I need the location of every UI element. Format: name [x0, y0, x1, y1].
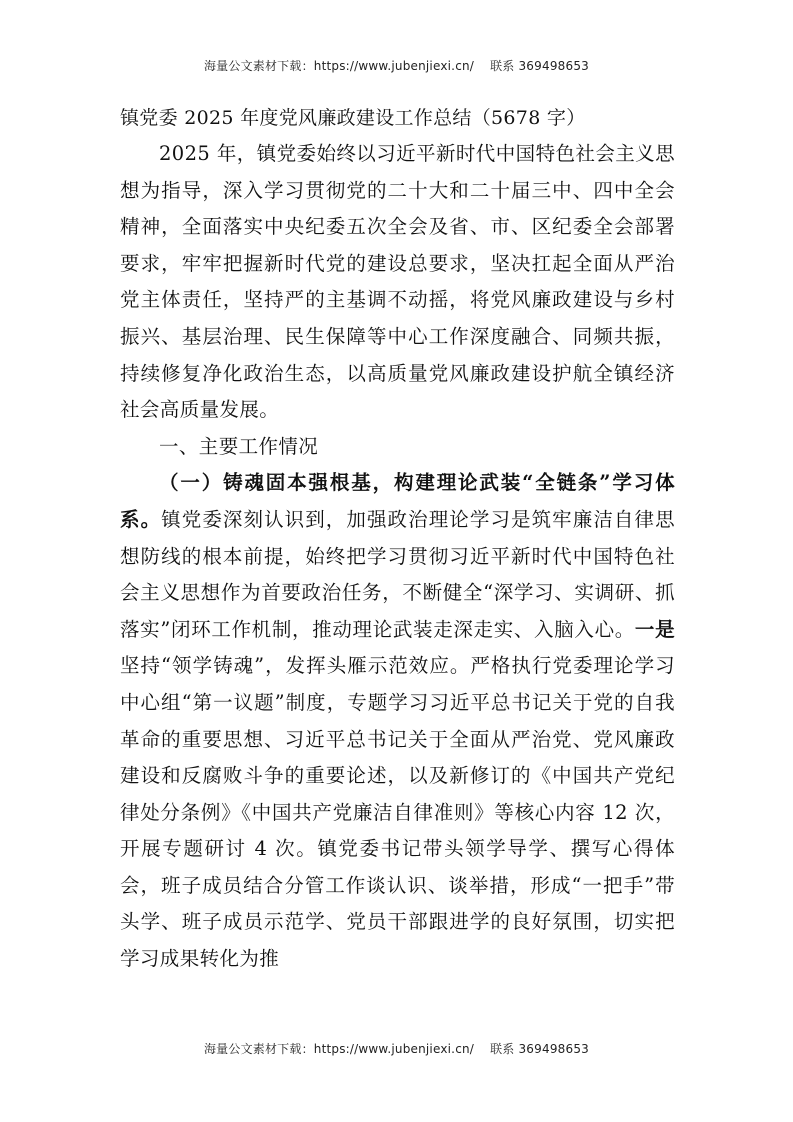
document-body [120, 100, 675, 978]
document-title: 镇党委 2025 年度党风廉政建设工作总结（5678 字） [120, 107, 586, 129]
subsection-1-text-a: 镇党委深刻认识到，加强政治理论学习是筑牢廉洁自律思想防线的根本前提，始终把学习贯彻习近平新时代中国特色社会主义思想作为首要政治任务，不断健全“深学习、实调研、抓落实”闭环工作机制，推动理论武装走深走实、入脑入心。 [120, 507, 675, 641]
footer-contact-text: 联系 369498653 [490, 1042, 589, 1056]
page-header [0, 57, 793, 74]
subsection-1-paragraph [120, 465, 675, 977]
subsection-1-text-b: 坚持“领学铸魂”，发挥头雁示范效应。严格执行党委理论学习中心组“第一议题”制度，专题学习习近平总书记关于党的自我革命的重要思想、习近平总书记关于全面从严治党、党风廉政建设和反腐败斗争的重要论述，以及新修订的《中国共产党纪律处分条例》《中国共产党廉洁自律准则》等核心内容 12 次，开展专题研讨 4 次。镇党委书记带头领学导学、撰写心得体会，班子成员结合分管工作谈认识、谈举措，形成“一把手”带头学、班子成员示范学、党员干部跟进学的良好氛围，切实把学习成果转化为推 [120, 654, 675, 971]
intro-paragraph: 2025 年，镇党委始终以习近平新时代中国特色社会主义思想为指导，深入学习贯彻党的二十大和二十届三中、四中全会精神，全面落实中央纪委五次全会及省、市、区纪委全会部署要求，牢牢把握新时代党的建设总要求，坚决扛起全面从严治党主体责任，坚持严的主基调不动摇，将党风廉政建设与乡村振兴、基层治理、民生保障等中心工作深度融合、同频共振，持续修复净化政治生态，以高质量党风廉政建设护航全镇经济社会高质量发展。 [120, 142, 675, 422]
point-1-label: 一是 [634, 617, 675, 641]
header-contact-text: 联系 369498653 [490, 59, 589, 73]
header-download-text: 海量公文素材下载：https://www.jubenjiexi.cn/ [203, 59, 475, 73]
section-heading-1: 一、主要工作情况 [159, 434, 319, 458]
footer-download-text: 海量公文素材下载：https://www.jubenjiexi.cn/ [203, 1042, 475, 1056]
subsection-1-heading: （一）铸魂固本强根基，构建理论武装“全链条”学习体系。 [120, 471, 675, 531]
page-footer [0, 1040, 793, 1057]
